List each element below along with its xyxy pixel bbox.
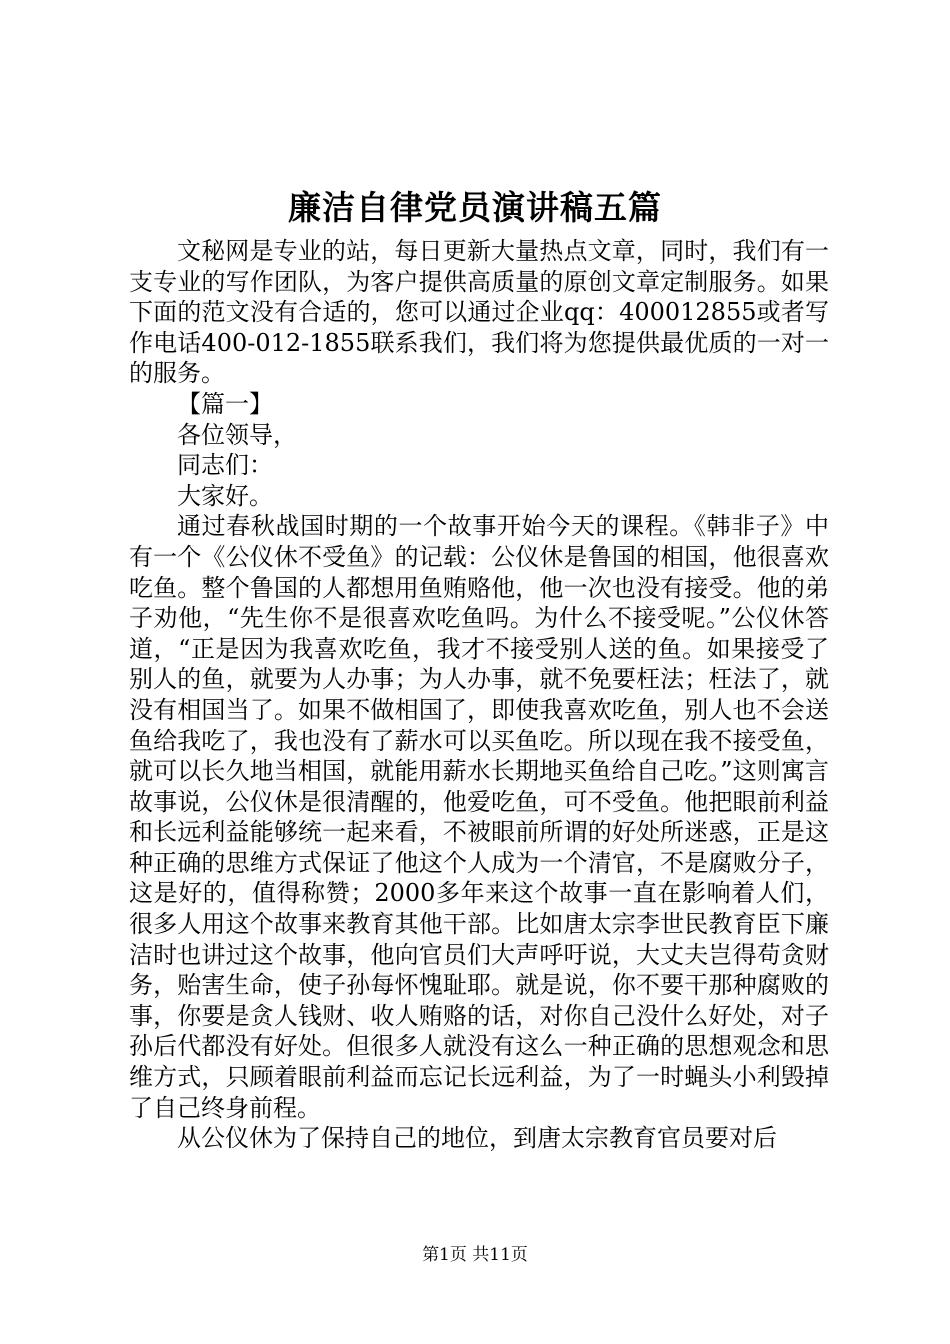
page-footer: 第1页 共11页 <box>422 1245 528 1265</box>
document-body <box>129 236 829 1154</box>
greeting: 大家好。 <box>177 481 273 510</box>
salutation-leaders: 各位领导， <box>177 420 297 449</box>
document-title: 廉洁自律党员演讲稿五篇 <box>288 188 662 227</box>
salutation-comrades: 同志们： <box>177 451 273 480</box>
continuation-paragraph: 从公仪休为了保持自己的地位，到唐太宗教育官员要对后 <box>177 1124 777 1153</box>
section-heading: 【篇一】 <box>177 389 273 418</box>
intro-paragraph: 文秘网是专业的站，每日更新大量热点文章，同时，我们有一支专业的写作团队，为客户提供高质量的原创文章定制服务。如果下面的范文没有合适的，您可以通过企业qq：400012855或者写作电话400-012-1855联系我们，我们将为您提供最优质的一对一的服务。 <box>129 237 829 388</box>
story-paragraph: 通过春秋战国时期的一个故事开始今天的课程。《韩非子》中有一个《公仪休不受鱼》的记载：公仪休是鲁国的相国，他很喜欢吃鱼。整个鲁国的人都想用鱼贿赂他，他一次也没有接受。他的弟子劝他，“先生你不是很喜欢吃鱼吗。为什么不接受呢。”公仪休答道，“正是因为我喜欢吃鱼，我才不接受别人送的鱼。如果接受了别人的鱼，就要为人办事；为人办事，就不免要枉法；枉法了，就没有相国当了。如果不做相国了，即使我喜欢吃鱼，别人也不会送鱼给我吃了，我也没有了薪水可以买鱼吃。所以现在我不接受鱼，就可以长久地当相国，就能用薪水长期地买鱼给自己吃。”这则寓言故事说，公仪休是很清醒的，他爱吃鱼，可不受鱼。他把眼前利益和长远利益能够统一起来看，不被眼前所谓的好处所迷惑，正是这种正确的思维方式保证了他这个人成为一个清官，不是腐败分子，这是好的，值得称赞；2000多年来这个故事一直在影响着人们，很多人用这个故事来教育其他干部。比如唐太宗李世民教育臣下廉洁时也讲过这个故事，他向官员们大声呼吁说，大丈夫岂得苟贪财务，贻害生命，使子孙每怀愧耻耶。就是说，你不要干那种腐败的事，你要是贪人钱财、收人贿赂的话，对你自己没什么好处，对子孙后代都没有好处。但很多人就没有这么一种正确的思想观念和思维方式，只顾着眼前利益而忘记长远利益，为了一时蝇头小利毁掉了自己终身前程。 <box>129 512 829 1122</box>
